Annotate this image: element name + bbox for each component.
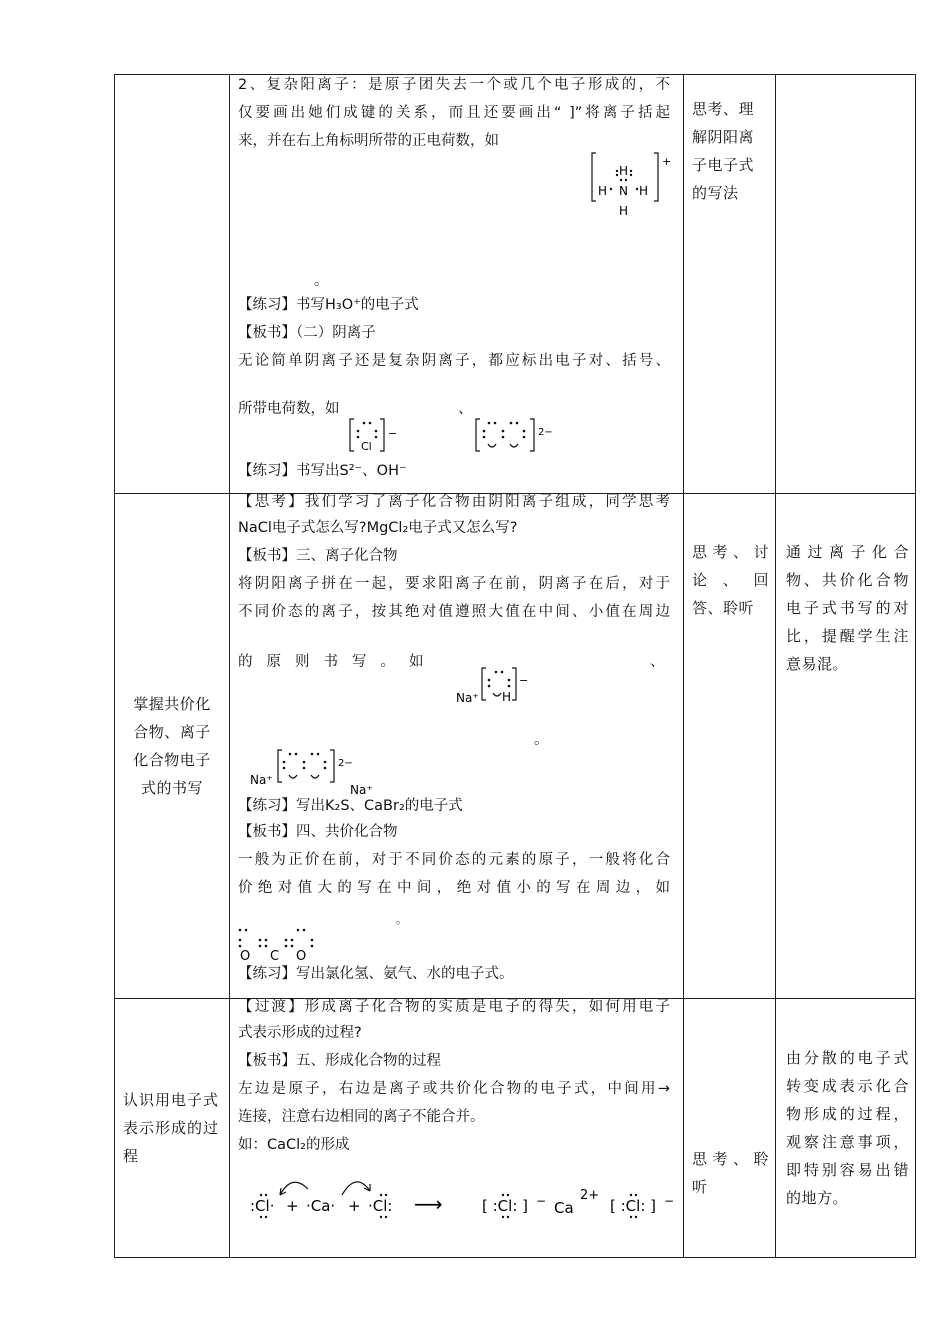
content-line: 【练习】写出氯化氢、氨气、水的电子式。	[238, 966, 514, 982]
content-line: 【思考】我们学习了离子化合物由阴阳离子组成，同学思考	[238, 494, 670, 510]
svg-text:H: H	[619, 204, 629, 218]
svg-text:2−: 2−	[538, 427, 553, 438]
svg-text:−: −	[519, 674, 529, 687]
student-activity-cell: 思考、讨论、回答、聆听	[684, 494, 776, 999]
student-activity-cell: 思考、聆听	[684, 999, 776, 1258]
svg-text:[ :Cl: ]: [ :Cl: ]	[610, 1197, 656, 1215]
content-line: 式表示形成的过程?	[238, 1025, 362, 1041]
svg-text:C: C	[270, 949, 280, 964]
svg-text:+: +	[662, 155, 672, 168]
svg-text:O: O	[296, 949, 307, 964]
svg-text:O: O	[240, 949, 251, 964]
svg-text::Cl·: :Cl·	[250, 1197, 275, 1215]
content-line: 【板书】三、离子化合物	[238, 548, 398, 564]
content-line: 【板书】（二）阴离子	[238, 325, 376, 341]
content-line: NaCl电子式怎么写?MgCl₂电子式又怎么写?	[238, 520, 518, 536]
design-intent-cell	[776, 75, 916, 494]
svg-text:H: H	[619, 164, 629, 178]
content-line: 【练习】书写H₃O⁺的电子式	[238, 297, 419, 313]
content-line: 所带电荷数，如	[238, 401, 340, 417]
svg-text:⟶: ⟶	[414, 1192, 443, 1216]
chloride-electron-formula	[350, 417, 410, 453]
svg-text:H: H	[598, 184, 608, 198]
peroxide-electron-formula	[476, 417, 576, 453]
design-intent-cell: 由分散的电子式转变成表示化合物形成的过程，观察注意事项，即特别容易出错的地方。	[776, 999, 916, 1258]
svg-text:+: +	[286, 1197, 299, 1215]
design-intent-cell: 通过离子化合物、共价化合物电子式书写的对比，提醒学生注意易混。	[776, 494, 916, 999]
svg-text:·Ca·: ·Ca·	[306, 1197, 336, 1215]
content-line: 。	[396, 913, 407, 926]
sodium-hydroxide-electron-formula	[456, 666, 546, 710]
svg-text:2+: 2+	[580, 1188, 600, 1203]
svg-text:Na⁺: Na⁺	[350, 783, 373, 797]
svg-text:·Cl:: ·Cl:	[368, 1197, 393, 1215]
carbon-dioxide-electron-formula	[238, 924, 322, 966]
content-line: 来，并在右上角标明所带的正电荷数，如	[238, 133, 499, 149]
content-cell	[230, 999, 684, 1258]
content-line: 价绝对值大的写在中间，绝对值小的写在周边，如	[238, 880, 670, 896]
objective-cell: 认识用电子式表示形成的过程	[115, 999, 230, 1258]
svg-text:H: H	[639, 184, 649, 198]
svg-text:Na⁺: Na⁺	[456, 691, 479, 705]
lesson-plan-table	[114, 74, 916, 1258]
table-row	[115, 999, 916, 1258]
content-line: 将阴阳离子拼在一起，要求阳离子在前，阴离子在后，对于	[238, 576, 670, 592]
content-cell	[230, 494, 684, 999]
content-line: 【练习】书写出S²⁻、OH⁻	[238, 463, 407, 479]
svg-text:H: H	[502, 690, 512, 704]
content-line: 【练习】写出K₂S、CaBr₂的电子式	[238, 798, 463, 814]
content-line: 一般为正价在前，对于不同价态的元素的原子，一般将化合	[238, 852, 670, 868]
content-line: 【板书】四、共价化合物	[238, 824, 398, 840]
svg-text:2−: 2−	[338, 758, 353, 769]
ammonium-electron-formula	[592, 151, 672, 223]
content-line: 2、复杂阳离子：是原子团失去一个或几个电子形成的，不	[238, 77, 670, 93]
calcium-chloride-formation-diagram	[250, 1169, 675, 1229]
content-line: 、	[650, 654, 665, 670]
content-line: 。	[314, 273, 329, 289]
table-row	[115, 75, 916, 494]
svg-text:−: −	[536, 1194, 547, 1208]
svg-text:−: −	[664, 1194, 675, 1208]
svg-text:N: N	[619, 184, 628, 198]
objective-cell: 掌握共价化合物、离子化合物电子式的书写	[115, 494, 230, 999]
content-line: 。	[534, 732, 549, 748]
content-line: 不同价态的离子，按其绝对值遵照大值在中间、小值在周边	[238, 604, 670, 620]
svg-text:[ :Cl: ]: [ :Cl: ]	[482, 1197, 528, 1215]
svg-text:−: −	[388, 427, 398, 440]
content-line: 无论简单阴离子还是复杂阴离子，都应标出电子对、括号、	[238, 353, 670, 369]
table-row	[115, 494, 916, 999]
content-line: 连接，注意右边相同的离子不能合并。	[238, 1109, 485, 1125]
content-line: 【过渡】形成离子化合物的实质是电子的得失，如何用电子	[238, 999, 670, 1015]
content-line: 、	[458, 401, 473, 417]
content-cell	[230, 75, 684, 494]
svg-text:Na⁺: Na⁺	[250, 773, 273, 787]
svg-text:Ca: Ca	[554, 1199, 574, 1217]
content-line: 【板书】五、形成化合物的过程	[238, 1053, 441, 1069]
student-activity-cell: 思考、理解阴阳离子电子式的写法	[684, 75, 776, 494]
sodium-peroxide-electron-formula	[250, 748, 390, 796]
content-line: 左边是原子，右边是离子或共价化合物的电子式，中间用→	[238, 1081, 670, 1097]
content-line: 如：CaCl₂的形成	[238, 1137, 350, 1153]
svg-text:Cl: Cl	[361, 440, 372, 453]
svg-text:+: +	[348, 1197, 361, 1215]
objective-cell	[115, 75, 230, 494]
content-line: 仅要画出她们成键的关系，而且还要画出“ ]”将离子括起	[238, 105, 670, 121]
content-line: 的原则书写。如	[238, 654, 438, 670]
